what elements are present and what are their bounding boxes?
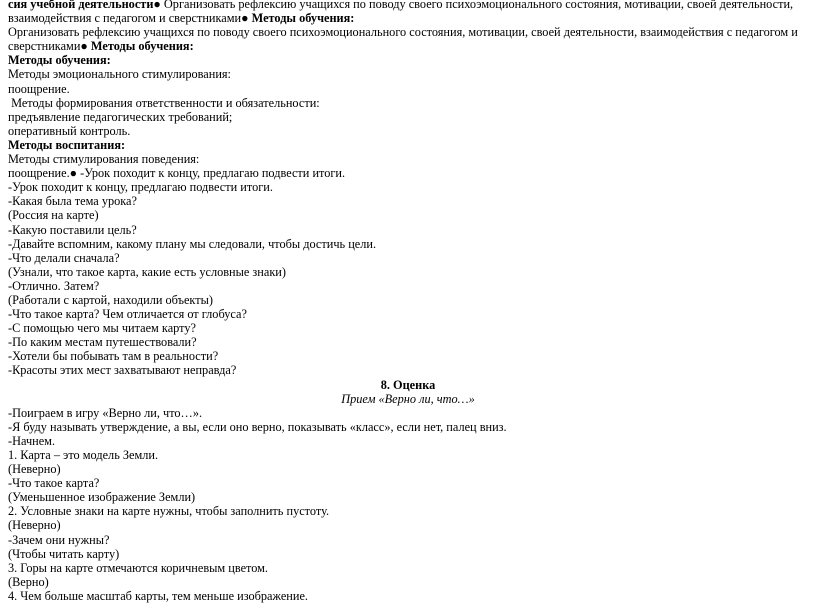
text-line: предъявление педагогических требований;: [8, 109, 233, 124]
dialogue-line: (Узнали, что такое карта, какие есть условные знаки): [8, 264, 286, 279]
bold-fragment: сия учебной деятельности: [8, 0, 154, 11]
dialogue-line: -Что делали сначала?: [8, 250, 120, 265]
dialogue-line: -Что такое карта? Чем отличается от глобуса?: [8, 307, 247, 322]
summary-dialogue: [8, 180, 808, 377]
dialogue-line: -Отлично. Затем?: [8, 278, 100, 293]
bullet: ●: [241, 11, 249, 26]
dialogue-line: 3. Горы на карте отмечаются коричневым цветом.: [8, 560, 269, 575]
text-line: поощрение.: [8, 81, 70, 96]
section-subheading: Прием «Верно ли, что…»: [341, 391, 475, 406]
bullet: ●: [80, 39, 88, 54]
section-heading: [8, 378, 808, 392]
text-line: [8, 138, 808, 152]
paragraph-reflection-1: [8, 0, 808, 25]
dialogue-line: -Я буду называть утверждение, а вы, если оно верно, показывать «класс», если нет, палец вниз.: [8, 419, 507, 434]
dialogue-line: -Зачем они нужны?: [8, 532, 110, 547]
text-line: Методы стимулирования поведения:: [8, 152, 200, 167]
dialogue-line: -Начнем.: [8, 433, 56, 448]
encouragement-line: [8, 166, 808, 180]
dialogue-line: 4. Чем больше масштаб карты, тем меньше изображение.: [8, 588, 308, 603]
dialogue-line: (Уменьшенное изображение Земли): [8, 490, 196, 505]
text-line: оперативный контроль.: [8, 123, 131, 138]
dialogue-line: -Что такое карта?: [8, 476, 100, 491]
bold-fragment: Методы обучения:: [248, 11, 355, 26]
text-line: Методы эмоционального стимулирования:: [8, 67, 231, 82]
paragraph-reflection-2: [8, 25, 808, 53]
dialogue-line: -Какая была тема урока?: [8, 194, 137, 209]
dialogue-line: (Верно): [8, 574, 49, 589]
bold-fragment: Методы обучения:: [87, 39, 194, 54]
heading-methods-upbringing: Методы воспитания:: [8, 137, 126, 152]
dialogue-line: -Давайте вспомним, какому плану мы следовали, чтобы достичь цели.: [8, 236, 377, 251]
line-rest: -Урок походит к концу, предлагаю подвести итоги.: [77, 166, 346, 181]
dialogue-line: -Хотели бы побывать там в реальности?: [8, 349, 219, 364]
paragraph-text: Организовать рефлексию учащихся по поводу своего психоэмоционального состояния, мотивации, своей деятельности, взаимодействия с педагогом и сверстниками: [8, 0, 794, 26]
dialogue-line: (Неверно): [8, 462, 61, 477]
dialogue-line: -Урок походит к концу, предлагаю подвести итоги.: [8, 180, 273, 195]
dialogue-line: 2. Условные знаки на карте нужны, чтобы заполнить пустоту.: [8, 504, 330, 519]
dialogue-line: (Чтобы читать карту): [8, 546, 120, 561]
methods-block: [8, 53, 808, 166]
dialogue-line: (Неверно): [8, 518, 61, 533]
paragraph-text: Организовать рефлексию учащихся по поводу своего психоэмоционального состояния, мотивации, своей деятельности, взаимодействия с педагогом и сверстниками: [8, 25, 798, 54]
dialogue-line: -Какую поставили цель?: [8, 222, 137, 237]
document-page: [8, 0, 808, 603]
dialogue-line: (Работали с картой, находили объекты): [8, 292, 213, 307]
dialogue-line: -Поиграем в игру «Верно ли, что…».: [8, 405, 203, 420]
heading-methods-teaching: Методы обучения:: [8, 53, 111, 68]
evaluation-dialogue: [8, 406, 808, 603]
line-lead: поощрение.: [8, 166, 70, 181]
text-line: [8, 53, 808, 67]
dialogue-line: -По каким местам путешествовали?: [8, 335, 197, 350]
bullet: ●: [69, 166, 78, 181]
text-line: Методы формирования ответственности и обязательности:: [8, 95, 320, 110]
dialogue-line: -С помощью чего мы читаем карту?: [8, 321, 196, 336]
dialogue-line: -Красоты этих мест захватывают неправда?: [8, 363, 237, 378]
dialogue-line: 1. Карта – это модель Земли.: [8, 448, 159, 462]
bullet: ●: [153, 0, 161, 11]
section-title: 8. Оценка: [380, 377, 436, 392]
dialogue-line: (Россия на карте): [8, 208, 99, 223]
